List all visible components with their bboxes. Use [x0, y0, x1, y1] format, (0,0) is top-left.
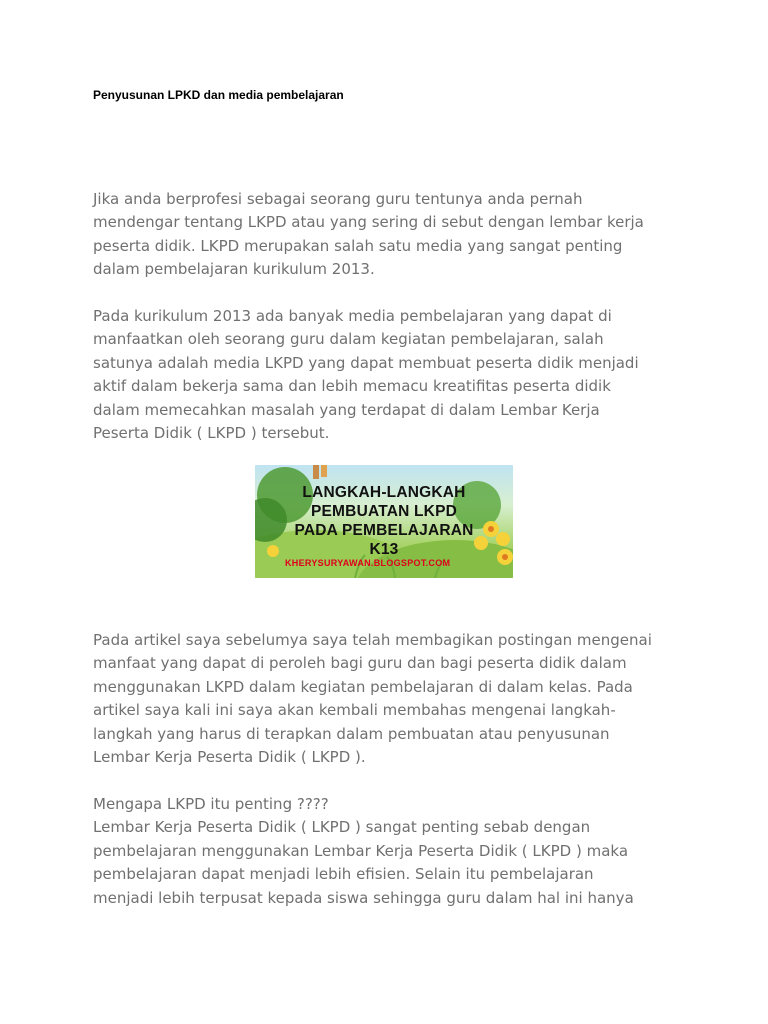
text-line: satunya adalah media LKPD yang dapat membuat peserta didik menjadi — [93, 353, 639, 372]
paragraph-kurikulum — [93, 305, 683, 445]
text-line: manfaatkan oleh seorang guru dalam kegiatan pembelajaran, salah — [93, 330, 604, 349]
text-line: dalam memecahkan masalah yang terdapat di dalam Lembar Kerja — [93, 400, 600, 419]
banner-heading-line: PEMBUATAN LKPD — [310, 503, 458, 520]
text-line: pembelajaran menggunakan Lembar Kerja Peserta Didik ( LKPD ) maka — [93, 841, 629, 860]
text-line: Peserta Didik ( LKPD ) tersebut. — [93, 424, 330, 443]
text-line: artikel saya kali ini saya akan kembali membahas mengenai langkah- — [93, 701, 616, 720]
banner-heading-line: K13 — [369, 541, 399, 558]
text-line: Jika anda berprofesi sebagai seorang guru tentunya anda pernah — [93, 190, 583, 208]
article-banner-image — [255, 465, 513, 578]
paragraph-intro — [93, 188, 683, 282]
text-line: dalam pembelajaran kurikulum 2013. — [93, 260, 375, 279]
text-line: peserta didik. LKPD merupakan salah satu media yang sangat penting — [93, 236, 623, 255]
text-line: menjadi lebih terpusat kepada siswa sehingga guru dalam hal ini hanya — [93, 888, 634, 907]
banner-heading-line: PADA PEMBELAJARAN — [294, 522, 474, 539]
paragraph-mengapa — [93, 793, 683, 910]
banner-site-url: KHERYSURYAWAN.BLOGSPOT.COM — [285, 558, 451, 568]
text-line: Pada artikel saya sebelumya saya telah membagikan postingan mengenai — [93, 631, 652, 649]
text-line: manfaat yang dapat di peroleh bagi guru dan bagi peserta didik dalam — [93, 654, 627, 673]
text-line: Lembar Kerja Peserta Didik ( LKPD ) sangat penting sebab dengan — [93, 818, 591, 837]
text-line: Mengapa LKPD itu penting ???? — [93, 795, 329, 813]
text-line: Lembar Kerja Peserta Didik ( LKPD ). — [93, 748, 366, 767]
text-line: menggunakan LKPD dalam kegiatan pembelajaran di dalam kelas. Pada — [93, 677, 633, 696]
text-line: aktif dalam bekerja sama dan lebih memacu kreatifitas peserta didik — [93, 377, 611, 396]
banner-heading-line: LANGKAH-LANGKAH — [302, 484, 466, 501]
document-title: Penyusunan LPKD dan media pembelajaran — [93, 88, 344, 102]
text-line: Pada kurikulum 2013 ada banyak media pembelajaran yang dapat di — [93, 307, 612, 325]
text-line: langkah yang harus di terapkan dalam pembuatan atau penyusunan — [93, 724, 610, 743]
paragraph-artikel — [93, 629, 683, 769]
text-line: pembelajaran dapat menjadi lebih efisien. Selain itu pembelajaran — [93, 865, 594, 884]
text-line: mendengar tentang LKPD atau yang sering di sebut dengan lembar kerja — [93, 213, 644, 232]
